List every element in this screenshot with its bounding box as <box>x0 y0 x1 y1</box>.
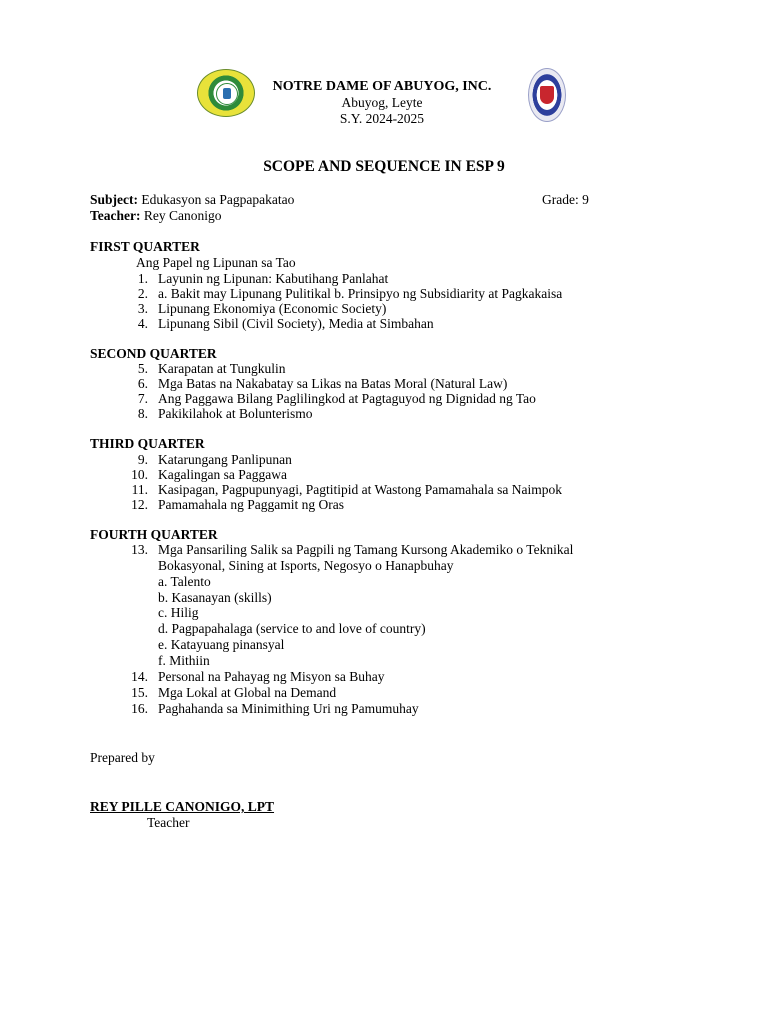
quarter-title-fourth: FOURTH QUARTER <box>90 527 218 542</box>
prepared-by-label: Prepared by <box>90 750 155 765</box>
school-seal-icon <box>197 69 255 117</box>
preparer-role: Teacher <box>147 815 190 830</box>
subject-value: Edukasyon sa Pagpapakatao <box>141 192 295 207</box>
list-item: Mga Lokal at Global na Demand <box>158 685 337 700</box>
sub-item: f. Mithiin <box>158 653 210 668</box>
list-item: Ang Paggawa Bilang Paglilingkod at Pagtaguyod ng Dignidad ng Tao <box>158 391 536 406</box>
teacher-value: Rey Canonigo <box>143 208 222 223</box>
list-item: Paghahanda sa Minimithing Uri ng Pamumuhay <box>158 701 419 716</box>
list-item: Karapatan at Tungkulin <box>158 361 286 376</box>
list-item-number: 16. <box>131 701 148 716</box>
list-item: Kagalingan sa Paggawa <box>158 467 287 482</box>
teacher-label: Teacher: <box>90 208 141 223</box>
list-item-number: 3. <box>137 301 148 316</box>
list-item: Lipunang Sibil (Civil Society), Media at Simbahan <box>158 316 434 331</box>
list-item-number: 12. <box>131 497 148 512</box>
list-item: Mga Pansariling Salik sa Pagpili ng Tamang Kursong Akademiko o Teknikal <box>158 542 574 557</box>
list-item-number: 1. <box>137 271 148 286</box>
list-item: Pakikilahok at Bolunterismo <box>158 406 313 421</box>
list-item: Layunin ng Lipunan: Kabutihang Panlahat <box>158 271 389 286</box>
list-item: Kasipagan, Pagpupunyagi, Pagtitipid at Wastong Pamamahala sa Naimpok <box>158 482 562 497</box>
list-item: Personal na Pahayag ng Misyon sa Buhay <box>158 669 385 684</box>
document-title: SCOPE AND SEQUENCE IN ESP 9 <box>263 158 505 175</box>
sub-item: c. Hilig <box>158 605 199 620</box>
sub-item: b. Kasanayan (skills) <box>158 590 272 605</box>
teacher-line <box>90 209 222 223</box>
list-item-number: 8. <box>137 406 148 421</box>
school-name: NOTRE DAME OF ABUYOG, INC. <box>272 79 492 94</box>
list-item-number: 13. <box>131 542 148 557</box>
list-item-number: 11. <box>131 482 148 497</box>
sub-item: a. Talento <box>158 574 211 589</box>
school-location: Abuyog, Leyte <box>341 95 423 110</box>
grade-label: Grade: 9 <box>542 192 589 207</box>
quarter-subtitle: Ang Papel ng Lipunan sa Tao <box>136 255 296 270</box>
preparer-name: REY PILLE CANONIGO, LPT <box>90 799 275 814</box>
list-item-number: 5. <box>137 361 148 376</box>
list-item-number: 2. <box>137 286 148 301</box>
list-item: Pamamahala ng Paggamit ng Oras <box>158 497 344 512</box>
sub-item: d. Pagpapahalaga (service to and love of country) <box>158 621 426 636</box>
list-item: Mga Batas na Nakabatay sa Likas na Batas Moral (Natural Law) <box>158 376 508 391</box>
list-item-number: 6. <box>137 376 148 391</box>
list-item-number: 14. <box>131 669 148 684</box>
list-item-number: 10. <box>131 467 148 482</box>
list-item: a. Bakit may Lipunang Pulitikal b. Prinsipyo ng Subsidiarity at Pagkakaisa <box>158 286 563 301</box>
quarter-title-first: FIRST QUARTER <box>90 239 200 254</box>
deped-seal-icon <box>528 68 566 122</box>
list-item-number: 9. <box>137 452 148 467</box>
sub-item: e. Katayuang pinansyal <box>158 637 285 652</box>
subject-label: Subject: <box>90 192 138 207</box>
school-year: S.Y. 2024-2025 <box>339 111 425 126</box>
list-item-number: 4. <box>137 316 148 331</box>
list-item-number: 7. <box>137 391 148 406</box>
list-item: Lipunang Ekonomiya (Economic Society) <box>158 301 387 316</box>
quarter-title-second: SECOND QUARTER <box>90 346 217 361</box>
list-item: Katarungang Panlipunan <box>158 452 292 467</box>
list-item-continuation: Bokasyonal, Sining at Isports, Negosyo o Hanapbuhay <box>158 558 454 573</box>
list-item-number: 15. <box>131 685 148 700</box>
subject-line <box>90 193 294 207</box>
quarter-title-third: THIRD QUARTER <box>90 436 205 451</box>
